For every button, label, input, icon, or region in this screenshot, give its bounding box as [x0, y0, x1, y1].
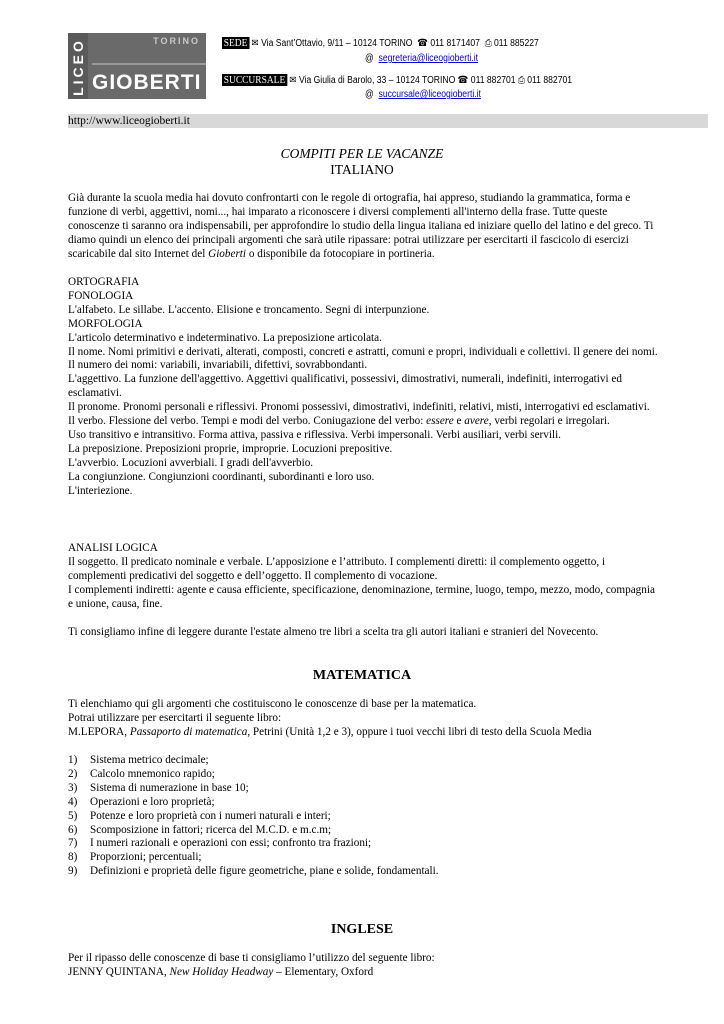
- heading-morfologia: MORFOLOGIA: [68, 317, 143, 330]
- list-text: I numeri razionali e operazioni con essi; confronto tra frazioni;: [90, 837, 372, 850]
- uso-text: Uso transitivo e intransitivo. Forma attiva, passiva e riflessiva. Verbi impersonali. Verbi ausiliari, verbi servili.: [68, 428, 561, 441]
- matematica-book: [68, 726, 660, 740]
- list-text: Scomposizione in fattori; ricerca del M.C.D. e m.c.m;: [90, 823, 332, 836]
- succursale-email-link[interactable]: succursale@liceogioberti.it: [378, 89, 481, 100]
- sede-email-line: [365, 53, 478, 64]
- intro-paragraph: [68, 192, 660, 262]
- matematica-intro-2: Potrai utilizzare per esercitarti il seguente libro:: [68, 711, 282, 724]
- website-bar: [68, 114, 708, 128]
- list-item: [68, 865, 628, 879]
- intro-text-end: o disponibile da fotocopiare in portineria.: [246, 247, 435, 260]
- verbo-text: [68, 415, 660, 429]
- envelope-icon: ✉: [289, 75, 297, 86]
- succursale-address: Via Giulia di Barolo, 33 – 10124 TORINO: [298, 75, 456, 86]
- inglese-block: [68, 952, 660, 980]
- list-text: Potenze e loro proprietà con i numeri naturali e interi;: [90, 809, 331, 822]
- grammar-topics: [68, 276, 660, 499]
- nome-text: Il nome. Nomi primitivi e derivati, alterati, composti, concreti e astratti, comuni e propri, individuali e collettivi. Il genere dei nomi. Il numero dei nomi: variabili, invariabili, difettivi, sovrabbondanti.: [68, 345, 658, 372]
- reading-advice: Ti consigliamo infine di leggere durante l'estate almeno tre libri a scelta tra gli autori italiani e stranieri del Novecento.: [68, 626, 599, 638]
- succursale-address-line: [222, 74, 572, 86]
- fax-icon: ⎙: [517, 75, 525, 86]
- list-number: 2): [68, 767, 78, 780]
- list-text: Proporzioni; percentuali;: [90, 851, 202, 864]
- succursale-email-line: [365, 89, 481, 100]
- succursale-fax: 011 882701: [527, 75, 573, 86]
- list-text: Definizioni e proprietà delle figure geometriche, piane e solide, fondamentali.: [90, 865, 439, 878]
- matematica-intro: [68, 698, 660, 740]
- sede-phone: 011 8171407: [430, 38, 480, 49]
- list-number: 8): [68, 851, 78, 864]
- section-heading-inglese: INGLESE: [330, 922, 394, 937]
- aggettivo-text: L'aggettivo. La funzione dell'aggettivo. Aggettivi qualificativi, possessivi, dimostrativi, numerali, indefiniti, interrogativi ed esclamativi.: [68, 373, 622, 400]
- school-logo: [68, 33, 206, 99]
- congiunzione-text: La congiunzione. Congiunzioni coordinanti, subordinanti e loro uso.: [68, 470, 375, 483]
- at-icon: @: [365, 89, 374, 100]
- sede-address: Via Sant’Ottavio, 9/11 – 10124 TORINO: [261, 38, 413, 49]
- book-title: New Holiday Headway: [169, 965, 274, 978]
- book-author: JENNY QUINTANA,: [68, 965, 170, 978]
- book-details: – Elementary, Oxford: [273, 965, 374, 978]
- verbo-text-a: Il verbo. Flessione del verbo. Tempi e modi del verbo. Coniugazione del verbo:: [68, 415, 427, 428]
- articolo-text: L'articolo determinativo e indeterminativo. La preposizione articolata.: [68, 331, 382, 344]
- succursale-phone: 011 882701: [470, 75, 516, 86]
- list-item: [68, 824, 628, 838]
- list-number: 3): [68, 781, 78, 794]
- intro-text: Già durante la scuola media hai dovuto confrontarti con le regole di ortografia, hai appreso, studiando la grammatica, forma e funzione di verbi, aggettivi, nomi..., hai imparato a riconoscere i diversi complementi all'interno della frase. Tutte queste conoscenze ti saranno ora indispensabili, per approfondire lo studio della lingua italiana ed iniziare quello del latino e del greco. Ti diamo quindi un elenco dei principali argomenti che sarà utile ripassare: potrai utilizzare per esercitarti il fascicolo di esercizi scaricabile dal sito Internet del: [68, 192, 654, 260]
- list-number: 6): [68, 823, 78, 836]
- logo-gioberti-text: GIOBERTI: [92, 71, 202, 94]
- list-text: Sistema di numerazione in base 10;: [90, 781, 249, 794]
- avverbio-text: L'avverbio. Locuzioni avverbiali. I gradi dell'avverbio.: [68, 456, 314, 469]
- logo-divider: [92, 63, 206, 65]
- heading-ortografia: ORTOGRAFIA: [68, 276, 140, 288]
- verbo-text-mid: e: [453, 415, 465, 428]
- preposizione-text: La preposizione. Preposizioni proprie, improprie. Locuzioni prepositive.: [68, 442, 393, 455]
- website-link[interactable]: http://www.liceogioberti.it: [68, 115, 190, 127]
- section-heading-matematica: MATEMATICA: [312, 668, 412, 683]
- list-number: 7): [68, 837, 78, 850]
- heading-analisi-logica: ANALISI LOGICA: [68, 542, 158, 554]
- phone-icon: ☎: [417, 38, 428, 49]
- logo-liceo-band: [68, 33, 88, 99]
- interiezione-text: L'interiezione.: [68, 484, 133, 497]
- verbo-text-b: , verbi regolari e irregolari.: [488, 415, 610, 428]
- document-title: COMPITI PER LE VACANZE: [280, 146, 444, 161]
- verbo-essere: essere: [426, 415, 454, 428]
- book-title: Passaporto di matematica: [129, 725, 248, 738]
- intro-school-name: Gioberti: [208, 247, 247, 260]
- list-item: [68, 768, 628, 782]
- list-item: [68, 782, 628, 796]
- sede-email-link[interactable]: segreteria@liceogioberti.it: [378, 53, 479, 64]
- list-text: Sistema metrico decimale;: [90, 754, 209, 766]
- inglese-book: [68, 966, 660, 980]
- pronome-text: Il pronome. Pronomi personali e riflessivi. Pronomi possessivi, dimostrativi, indefiniti, relativi, misti, interrogativi ed esclamativi.: [68, 401, 650, 414]
- list-text: Calcolo mnemonico rapido;: [90, 767, 215, 780]
- list-item: [68, 796, 628, 810]
- sede-tag: SEDE: [223, 37, 248, 49]
- book-details: , Petrini (Unità 1,2 e 3), oppure i tuoi vecchi libri di testo della Scuola Media: [247, 725, 592, 738]
- matematica-intro-1: Ti elenchiamo qui gli argomenti che costituiscono le conoscenze di base per la matematica.: [68, 698, 477, 710]
- heading-fonologia: FONOLOGIA: [68, 289, 134, 302]
- phone-icon: ☎: [457, 75, 469, 86]
- fonologia-text: L'alfabeto. Le sillabe. L'accento. Elisione e troncamento. Segni di interpunzione.: [68, 303, 430, 316]
- logo-liceo-text: LICEO: [70, 38, 86, 96]
- book-author: M.LEPORA,: [68, 725, 130, 738]
- sede-fax: 011 885227: [494, 38, 539, 49]
- list-number: 1): [68, 754, 78, 766]
- list-text: Operazioni e loro proprietà;: [90, 795, 215, 808]
- italiano-intro: [68, 192, 660, 262]
- list-item: [68, 810, 628, 824]
- verbo-avere: avere: [464, 415, 489, 428]
- inglese-intro: Per il ripasso delle conoscenze di base ti consigliamo l’utilizzo del seguente libro:: [68, 952, 435, 964]
- list-item: [68, 851, 628, 865]
- envelope-icon: ✉: [251, 38, 259, 49]
- at-icon: @: [365, 53, 374, 64]
- matematica-topic-list: [68, 754, 628, 879]
- analisi-logica: [68, 542, 660, 612]
- succursale-tag: SUCCURSALE: [223, 74, 286, 86]
- list-item: [68, 837, 628, 851]
- list-number: 5): [68, 809, 78, 822]
- analisi-text-2: I complementi indiretti: agente e causa efficiente, specificazione, denominazione, termine, luogo, tempo, mezzo, modo, compagnia e unione, causa, fine.: [68, 583, 655, 610]
- fax-icon: ⎙: [484, 38, 492, 49]
- logo-torino-text: TORINO: [153, 36, 200, 46]
- section-heading-italiano: ITALIANO: [330, 162, 394, 177]
- analisi-text-1: Il soggetto. Il predicato nominale e verbale. L’apposizione e l’attributo. I complementi diretti: il complemento oggetto, i complementi predicativi del soggetto e dell’oggetto. Il complemento di vocazione.: [68, 555, 606, 582]
- list-item: [68, 754, 628, 768]
- sede-address-line: [222, 37, 539, 49]
- list-number: 4): [68, 795, 78, 808]
- list-number: 9): [68, 865, 78, 878]
